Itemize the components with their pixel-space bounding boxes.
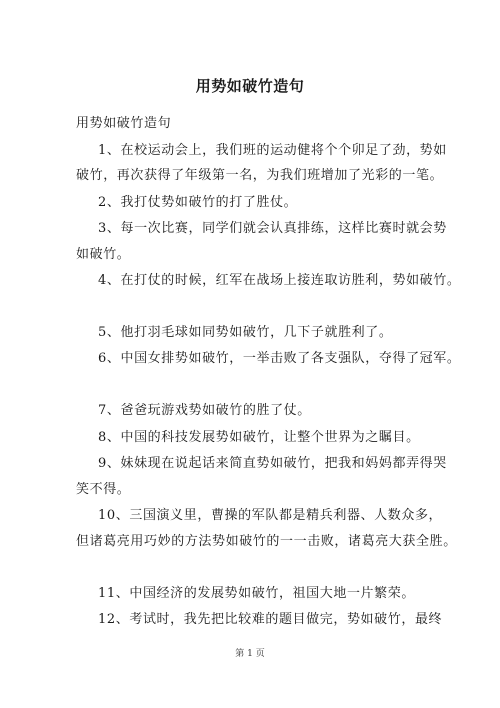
text-line: 但诸葛亮用巧妙的方法势如破竹的一一击败，诸葛亮大获全胜。 [76, 534, 457, 549]
page-number-footer: 第 1 页 [235, 649, 265, 659]
text-line: 11、中国经济的发展势如破竹，祖国大地一片繁荣。 [98, 586, 415, 601]
text-line: 10、三国演义里，曹操的军队都是精兵利器、人数众多， [98, 508, 443, 523]
text-line: 如破竹。 [76, 247, 131, 262]
text-line: 笑不得。 [76, 482, 131, 497]
text-line: 2、我打仗势如破竹的打了胜仗。 [98, 195, 298, 210]
text-line: 7、爸爸玩游戏势如破竹的胜了仗。 [98, 403, 311, 418]
text-line: 1、在校运动会上，我们班的运动健将个个卯足了劲，势如 [98, 143, 447, 158]
text-line: 5、他打羽毛球如同势如破竹，几下子就胜利了。 [98, 325, 393, 340]
text-line: 12、考试时，我先把比较难的题目做完，势如破竹，最终 [98, 612, 443, 627]
text-line: 8、中国的科技发展势如破竹，让整个世界为之瞩目。 [98, 430, 420, 445]
document-title: 用势如破竹造句 [195, 77, 305, 95]
text-line: 4、在打仗的时候，红军在战场上接连取访胜利，势如破竹。 [98, 273, 461, 288]
text-line: 3、每一次比赛，同学们就会认真排练，这样比赛时就会势 [98, 221, 447, 236]
text-line-subtitle: 用势如破竹造句 [76, 116, 172, 131]
text-line: 9、妹妹现在说起话来简直势如破竹，把我和妈妈都弄得哭 [98, 456, 447, 471]
text-line: 破竹，再次获得了年级第一名，为我们班增加了光彩的一笔。 [76, 168, 444, 183]
text-line: 6、中国女排势如破竹，一举击败了各支强队，夺得了冠军。 [98, 351, 461, 366]
